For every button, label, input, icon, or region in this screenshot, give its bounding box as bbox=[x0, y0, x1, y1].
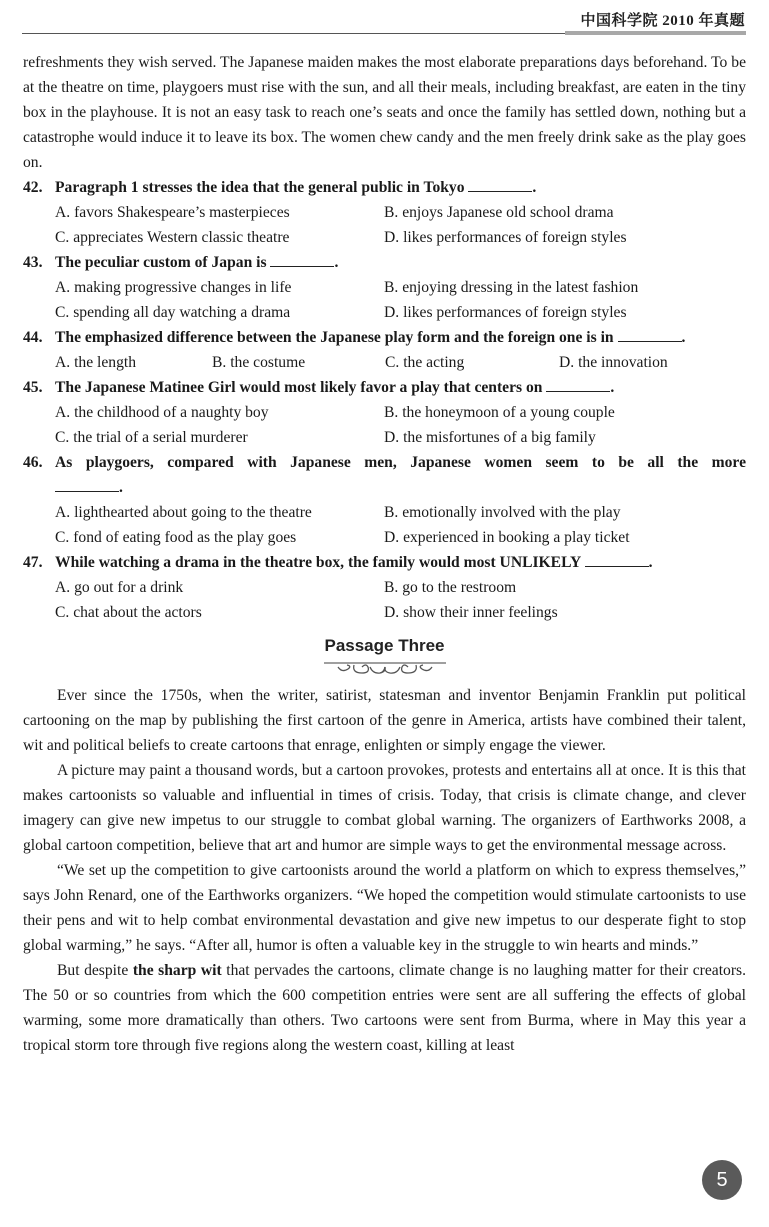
option-c bbox=[55, 600, 384, 625]
period: . bbox=[334, 254, 339, 271]
option-letter: D. bbox=[384, 229, 400, 246]
option-text: the trial of a serial murderer bbox=[73, 429, 248, 446]
option-b bbox=[384, 200, 746, 225]
question-number: 42. bbox=[23, 179, 43, 196]
option-letter: C. bbox=[55, 604, 70, 621]
option-c bbox=[55, 225, 384, 250]
option-letter: B. bbox=[384, 279, 399, 296]
question-blank-line bbox=[23, 475, 746, 500]
option-d bbox=[384, 425, 746, 450]
page-number-badge: 5 bbox=[702, 1160, 742, 1200]
question-46 bbox=[23, 450, 746, 550]
question-stem bbox=[23, 450, 746, 475]
option-text: favors Shakespeare’s masterpieces bbox=[74, 204, 290, 221]
question-text: The Japanese Matinee Girl would most likely favor a play that centers on bbox=[55, 379, 543, 396]
option-a bbox=[55, 350, 212, 375]
question-43 bbox=[23, 250, 746, 325]
option-b bbox=[384, 500, 746, 525]
question-42 bbox=[23, 175, 746, 250]
period: . bbox=[610, 379, 615, 396]
passage-three-paragraph-1: Ever since the 1750s, when the writer, satirist, statesman and inventor Benjamin Franklin put political cartooning on the map by publishing the first cartoon of the genre in America, artists have combined their talent, wit and political beliefs to create cartoons that enrage, enlighten or simply engage the viewer. bbox=[23, 687, 746, 754]
option-text: likes performances of foreign styles bbox=[403, 229, 627, 246]
question-number: 43. bbox=[23, 254, 43, 271]
question-stem bbox=[23, 550, 746, 575]
option-text: the misfortunes of a big family bbox=[403, 429, 596, 446]
passage-three-paragraph-2: A picture may paint a thousand words, but a cartoon provokes, protests and entertains all at once. It is this that makes cartoonists so valuable and influential in times of crisis. Today, that crisis is climate change, and clever imagery can give new impetus to our struggle to combat global warning. The organizers of Earthworks 2008, a global cartoon competition, believe that art and humor are simple ways to get the environmental message across. bbox=[23, 762, 746, 854]
page-header bbox=[0, 0, 769, 40]
question-number: 45. bbox=[23, 379, 43, 396]
option-b bbox=[212, 350, 385, 375]
option-text: the innovation bbox=[578, 354, 668, 371]
option-text: show their inner feelings bbox=[403, 604, 558, 621]
question-text: While watching a drama in the theatre box, the family would most UNLIKELY bbox=[55, 554, 581, 571]
option-letter: B. bbox=[384, 404, 399, 421]
option-letter: B. bbox=[384, 204, 399, 221]
answer-blank bbox=[270, 251, 334, 267]
option-d bbox=[384, 600, 746, 625]
period: . bbox=[119, 479, 123, 496]
question-text: The emphasized difference between the Japanese play form and the foreign one is in bbox=[55, 329, 614, 346]
flourish-ornament-icon bbox=[324, 659, 446, 677]
question-text: As playgoers, compared with Japanese men, Japanese women seem to be all the more bbox=[55, 454, 746, 471]
question-number: 47. bbox=[23, 554, 43, 571]
option-letter: C. bbox=[55, 304, 70, 321]
option-letter: C. bbox=[385, 354, 400, 371]
period: . bbox=[532, 179, 537, 196]
period: . bbox=[648, 554, 653, 571]
option-d bbox=[384, 225, 746, 250]
options bbox=[23, 275, 746, 325]
option-c bbox=[55, 525, 384, 550]
options bbox=[23, 500, 746, 550]
option-letter: D. bbox=[384, 304, 400, 321]
option-letter: A. bbox=[55, 354, 71, 371]
option-c bbox=[385, 350, 559, 375]
option-letter: A. bbox=[55, 204, 71, 221]
answer-blank bbox=[468, 176, 532, 192]
option-a bbox=[55, 400, 384, 425]
option-text: chat about the actors bbox=[73, 604, 202, 621]
option-letter: D. bbox=[384, 529, 400, 546]
option-c bbox=[55, 300, 384, 325]
option-text: enjoys Japanese old school drama bbox=[402, 204, 614, 221]
question-number: 46. bbox=[23, 454, 43, 471]
option-text: go to the restroom bbox=[402, 579, 517, 596]
paragraph-text: that pervades the cartoons, climate change is no laughing matter for their creators. The 50 or so countries from which the 600 competition entries were sent are all suffering the effects of global warming, some more dramatically than others. Two cartoons were sent from Burma, where in May this year a tropical storm tore through five regions along the western coast, killing at least bbox=[23, 962, 746, 1054]
section-title: Passage Three bbox=[324, 636, 445, 655]
option-letter: D. bbox=[559, 354, 575, 371]
question-stem bbox=[23, 250, 746, 275]
option-a bbox=[55, 500, 384, 525]
question-stem bbox=[23, 375, 746, 400]
passage-two-tail: refreshments they wish served. The Japanese maiden makes the most elaborate preparations days beforehand. To be at the theatre on time, playgoers must rise with the sun, and all their meals, including breakfast, are eaten in the tiny box in the playhouse. It is not an easy task to reach one’s seats and once the family has settled down, nothing but a catastrophe would induce it to leave its box. The women chew candy and the men freely drink sake as the play goes on. bbox=[23, 54, 746, 171]
option-a bbox=[55, 275, 384, 300]
passage-three-paragraph-3: “We set up the competition to give cartoonists around the world a platform on which to express themselves,” says John Renard, one of the Earthworks organizers. “We hoped the competition would stimulate cartoonists to use their pens and wit to help combat environmental devastation and give new impetus to our desperate fight to stop global warming,” he says. “After all, humor is often a valuable key in the struggle to win hearts and minds.” bbox=[23, 862, 746, 954]
paragraph-text: But despite bbox=[57, 962, 133, 979]
option-d bbox=[559, 350, 746, 375]
passage-three-paragraph-4 bbox=[23, 958, 746, 1058]
option-letter: C. bbox=[55, 429, 70, 446]
option-letter: A. bbox=[55, 279, 71, 296]
question-44 bbox=[23, 325, 746, 375]
options bbox=[23, 400, 746, 450]
page-content bbox=[23, 50, 746, 1058]
answer-blank bbox=[618, 326, 682, 342]
option-a bbox=[55, 200, 384, 225]
option-text: emotionally involved with the play bbox=[402, 504, 621, 521]
header-title: 中国科学院 2010 年真题 bbox=[580, 13, 745, 29]
question-47 bbox=[23, 550, 746, 625]
option-letter: A. bbox=[55, 504, 71, 521]
highlighted-phrase: the sharp wit bbox=[132, 962, 222, 979]
options bbox=[23, 200, 746, 250]
options bbox=[23, 350, 746, 375]
question-number: 44. bbox=[23, 329, 43, 346]
option-text: making progressive changes in life bbox=[74, 279, 292, 296]
option-text: the acting bbox=[403, 354, 465, 371]
option-c bbox=[55, 425, 384, 450]
option-text: lighthearted about going to the theatre bbox=[74, 504, 312, 521]
answer-blank bbox=[55, 476, 119, 492]
option-text: the length bbox=[74, 354, 137, 371]
answer-blank bbox=[546, 376, 610, 392]
option-a bbox=[55, 575, 384, 600]
option-letter: C. bbox=[55, 229, 70, 246]
option-letter: A. bbox=[55, 404, 71, 421]
question-stem bbox=[23, 175, 746, 200]
options bbox=[23, 575, 746, 625]
option-d bbox=[384, 300, 746, 325]
option-letter: C. bbox=[55, 529, 70, 546]
option-text: likes performances of foreign styles bbox=[403, 304, 627, 321]
question-text: Paragraph 1 stresses the idea that the general public in Tokyo bbox=[55, 179, 465, 196]
section-heading bbox=[23, 631, 746, 681]
period: . bbox=[681, 329, 686, 346]
option-text: the costume bbox=[230, 354, 306, 371]
option-letter: D. bbox=[384, 429, 400, 446]
option-letter: B. bbox=[212, 354, 227, 371]
option-text: spending all day watching a drama bbox=[73, 304, 291, 321]
option-letter: B. bbox=[384, 579, 399, 596]
option-letter: B. bbox=[384, 504, 399, 521]
question-stem bbox=[23, 325, 746, 350]
option-b bbox=[384, 275, 746, 300]
option-text: appreciates Western classic theatre bbox=[73, 229, 290, 246]
option-b bbox=[384, 575, 746, 600]
option-text: the honeymoon of a young couple bbox=[402, 404, 615, 421]
option-text: experienced in booking a play ticket bbox=[403, 529, 630, 546]
option-d bbox=[384, 525, 746, 550]
question-45 bbox=[23, 375, 746, 450]
option-text: the childhood of a naughty boy bbox=[74, 404, 269, 421]
option-letter: D. bbox=[384, 604, 400, 621]
question-text: The peculiar custom of Japan is bbox=[55, 254, 267, 271]
option-text: fond of eating food as the play goes bbox=[73, 529, 297, 546]
option-text: enjoying dressing in the latest fashion bbox=[402, 279, 639, 296]
header-accent-bar bbox=[565, 31, 746, 35]
option-text: go out for a drink bbox=[74, 579, 184, 596]
option-b bbox=[384, 400, 746, 425]
answer-blank bbox=[585, 551, 649, 567]
option-letter: A. bbox=[55, 579, 71, 596]
